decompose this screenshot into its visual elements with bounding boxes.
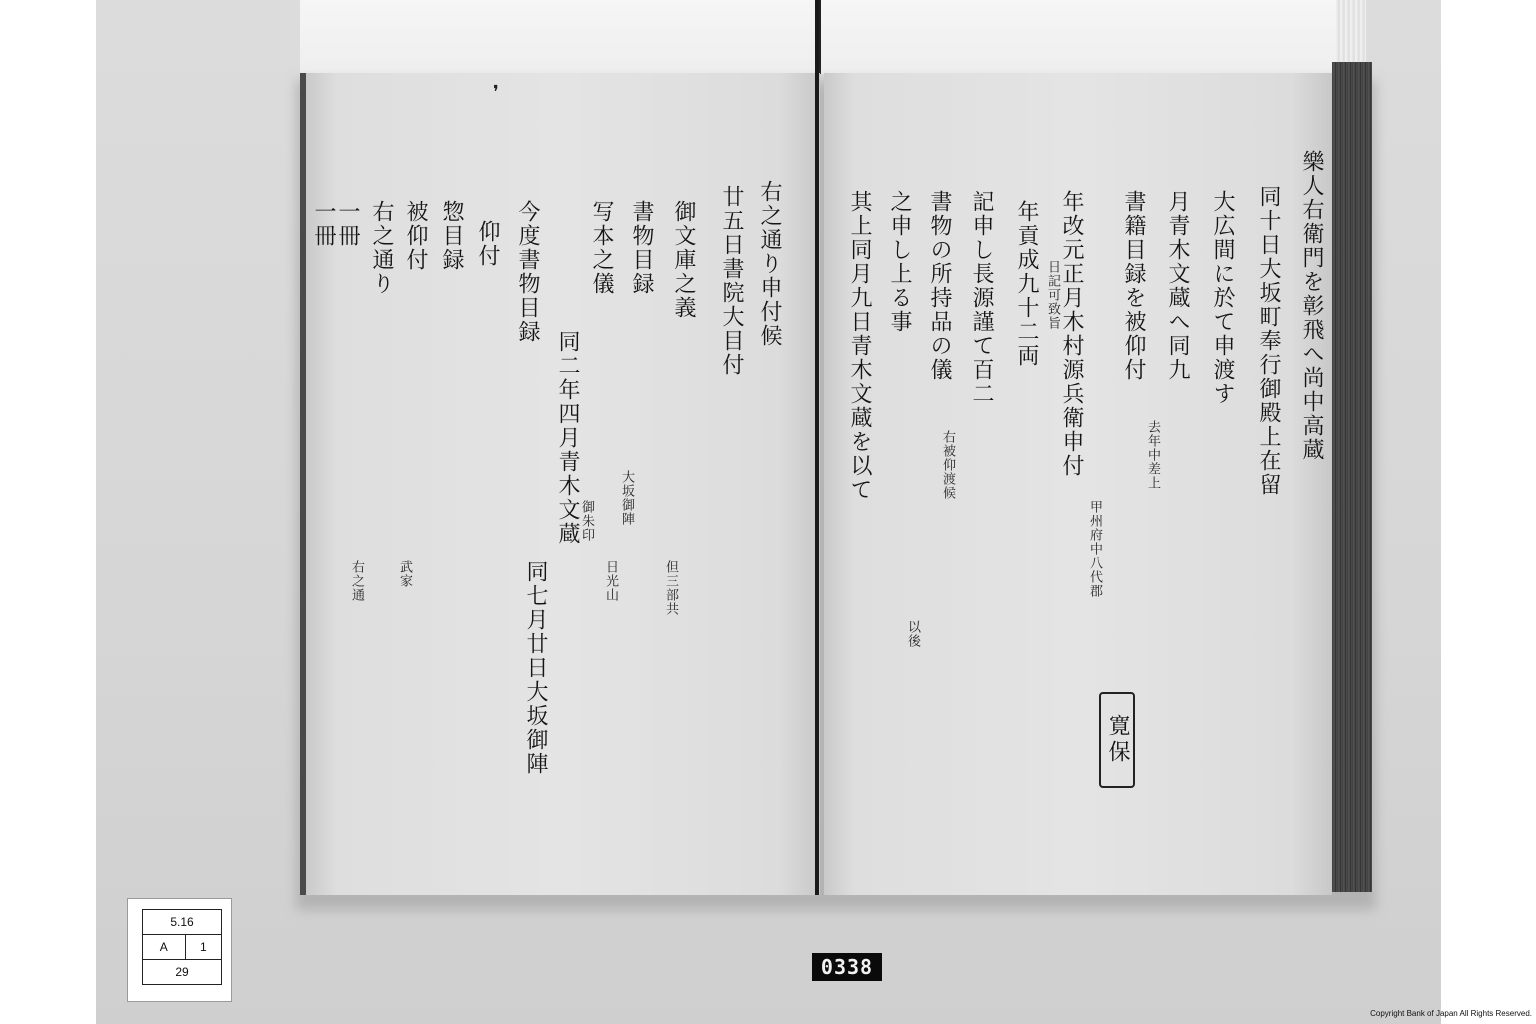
right-note-3: 日記可致旨 <box>1045 260 1060 330</box>
right-note-5: 以後 <box>905 620 920 648</box>
left-column-13: 一冊 <box>335 200 360 248</box>
folio-mark: ❜ <box>493 82 499 103</box>
copyright-notice: Copyright Bank of Japan All Rights Reserved. <box>1370 1009 1532 1018</box>
left-column-3: 御文庫之義 <box>671 200 696 320</box>
left-note-3: 日光山 <box>603 560 618 602</box>
fore-edge-top-pages <box>1336 0 1366 66</box>
left-column-5: 写本之儀 <box>589 200 614 296</box>
right-column-1: 樂人右衛門を彰飛へ尚中高蔵 <box>1299 150 1324 462</box>
left-note-6: 右之通 <box>349 560 364 602</box>
archive-label-table <box>142 909 222 985</box>
left-column-4: 書物目録 <box>629 200 654 296</box>
archive-label-row-2-left: A <box>143 935 186 960</box>
right-column-5: 書籍目録を被仰付 <box>1121 190 1146 382</box>
left-column-7: 今度書物目録 <box>515 200 540 344</box>
left-column-6: 同二年四月青木文蔵 <box>555 330 580 546</box>
right-column-7: 年貢成九十二両 <box>1014 200 1039 368</box>
archive-label-row-1: 5.16 <box>143 910 222 935</box>
right-column-8: 記申し長源謹て百二 <box>969 190 994 406</box>
left-column-11: 同七月廿日大坂御陣 <box>523 560 548 776</box>
book-gutter <box>815 0 819 895</box>
right-column-11: 其上同月九日青木文蔵を以て <box>847 190 872 502</box>
right-note-2: 甲州府中八代郡 <box>1087 500 1102 598</box>
left-column-9: 惣目録 <box>439 200 464 272</box>
right-column-3: 大広間に於て申渡す <box>1210 190 1235 406</box>
archive-label <box>127 898 232 1002</box>
archive-label-row-2-right: 1 <box>185 935 221 960</box>
left-column-2: 廿五日書院大目付 <box>719 185 744 377</box>
right-column-6: 年改元正月木村源兵衛申付 <box>1059 190 1084 478</box>
left-column-8: 仰付 <box>475 220 500 268</box>
left-column-14: 一冊 <box>311 200 336 248</box>
right-column-10: 之申し上る事 <box>887 190 912 334</box>
left-note-4: 御朱印 <box>579 500 594 542</box>
archive-label-row-3: 29 <box>143 960 222 985</box>
fore-edge-page-stack <box>1332 62 1372 892</box>
left-note-1: 但三部共 <box>663 560 678 616</box>
right-column-2: 同十日大坂町奉行御殿上在留 <box>1256 185 1281 497</box>
right-column-9: 書物の所持品の儀 <box>927 190 952 382</box>
left-column-12: 右之通り <box>369 200 394 296</box>
right-note-4: 右被仰渡候 <box>940 430 955 500</box>
frame-counter: 0338 <box>812 953 882 981</box>
right-note-1: 去年中差上 <box>1145 420 1160 490</box>
left-column-10: 被仰付 <box>403 200 428 272</box>
left-note-5: 武家 <box>397 560 412 588</box>
era-name-box: 寛保 <box>1099 692 1135 788</box>
right-column-4: 月青木文蔵へ同九 <box>1165 190 1190 382</box>
left-column-1: 右之通り申付候 <box>757 180 782 348</box>
left-note-2: 大坂御陣 <box>619 470 634 526</box>
